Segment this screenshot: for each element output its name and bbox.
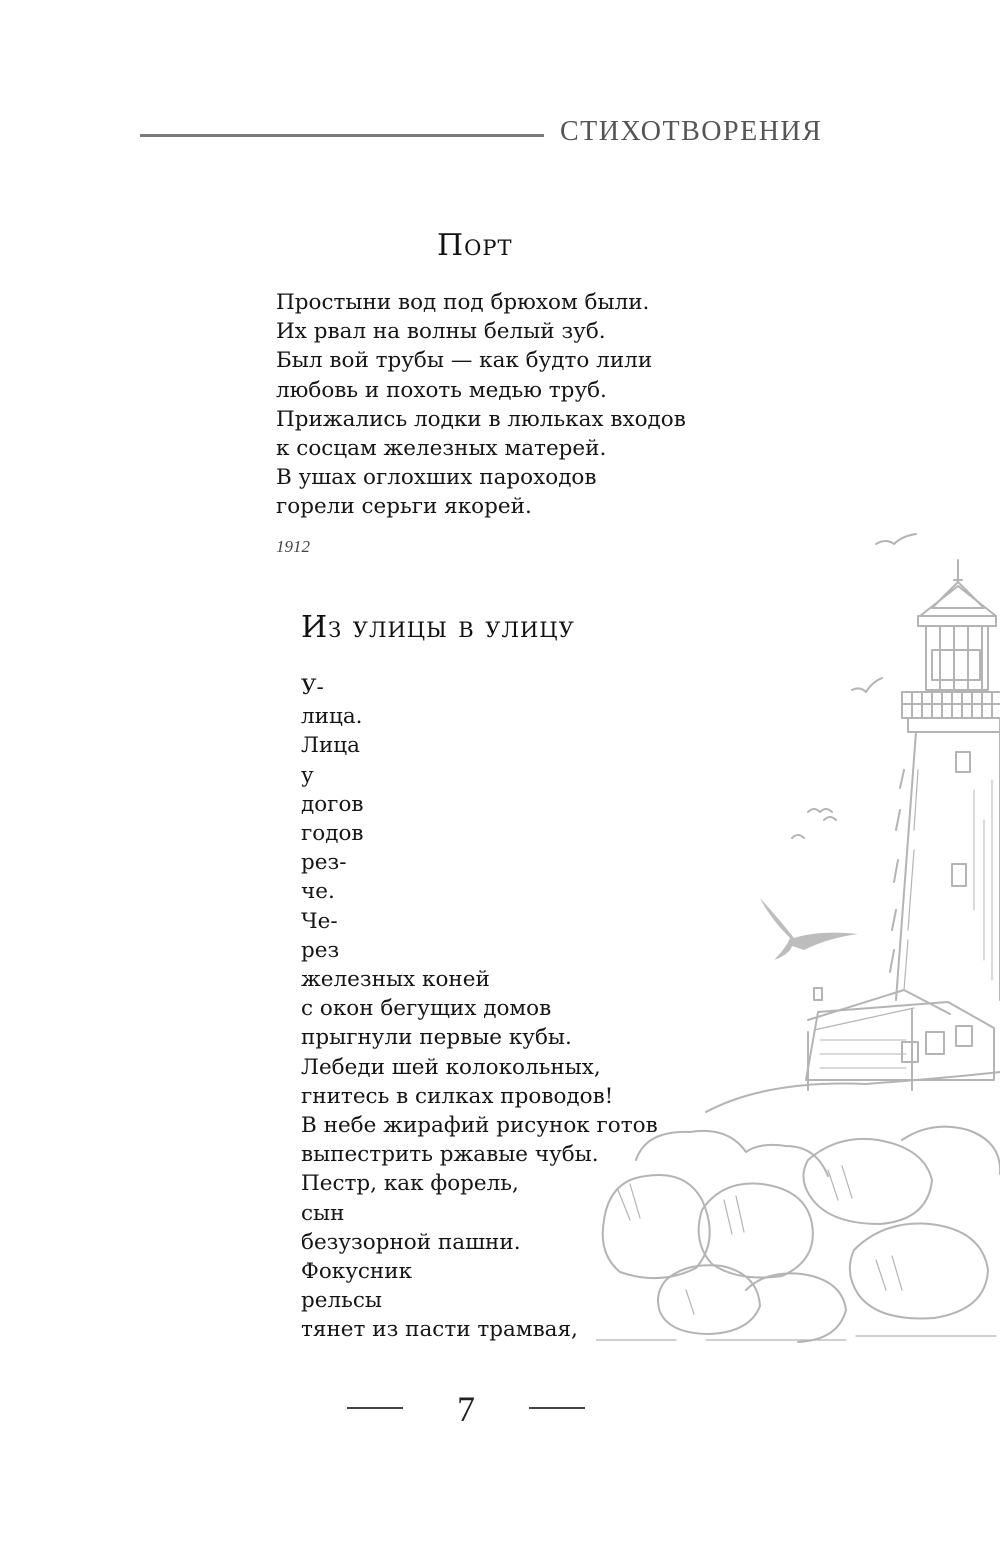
seagull-icon — [792, 835, 804, 838]
poem-line: Их рвал на волны белый зуб. — [276, 319, 606, 345]
footer-rule-right — [529, 1407, 585, 1409]
poem-line: лица. — [301, 704, 363, 730]
poem-line: Простыни вод под брюхом были. — [276, 290, 650, 315]
page-number: 7 — [457, 1389, 475, 1429]
poem-line: сын — [301, 1200, 345, 1226]
poem-line: рез — [301, 937, 340, 963]
footer-rule-left — [347, 1407, 403, 1409]
poem-line: выпестрить ржавые чубы. — [301, 1142, 599, 1168]
poem-line: Пестр, как форель, — [301, 1171, 519, 1197]
seagull-icon — [760, 898, 858, 960]
poem-line: Фокусник — [301, 1259, 413, 1285]
poem-line: Че- — [301, 908, 338, 934]
poem-line: Был вой трубы — как будто лили — [276, 348, 653, 374]
poem-line: рельсы — [301, 1288, 383, 1314]
running-head: СТИХОТВОРЕНИЯ — [560, 116, 823, 147]
poem-body-port — [276, 288, 686, 522]
poem-body-iz-ulitsy — [301, 673, 658, 1345]
poem-line: прыгнули первые кубы. — [301, 1025, 572, 1051]
seagull-icon — [876, 534, 916, 544]
seagull-icon — [852, 678, 882, 692]
seagull-icon — [808, 809, 832, 812]
poem-title-iz-ulitsy: Из улицы в улицу — [301, 610, 575, 645]
poem-line: любовь и похоть медью труб. — [276, 377, 607, 403]
poem-line: безузорной пашни. — [301, 1229, 521, 1255]
seagull-icon — [824, 817, 836, 820]
poem-line: В ушах оглохших пароходов — [276, 465, 597, 491]
poem-line: у — [301, 762, 314, 788]
running-head-rule — [140, 134, 544, 137]
poem-line: У- — [301, 675, 324, 700]
poem-line: тянет из пасти трамвая, — [301, 1317, 578, 1343]
poem-line: гнитесь в силках проводов! — [301, 1083, 614, 1109]
poem-line: В небе жирафий рисунок готов — [301, 1113, 658, 1139]
poem-line: че. — [301, 879, 335, 905]
poem-line: Лица — [301, 733, 360, 759]
poem-line: рез- — [301, 850, 347, 876]
poem-line: годов — [301, 821, 364, 847]
poem-title-port: Порт — [437, 228, 513, 263]
poem-date: 1912 — [276, 537, 310, 556]
poem-line: железных коней — [301, 967, 490, 993]
poem-line: Лебеди шей колокольных, — [301, 1054, 601, 1080]
poem-line: с окон бегущих домов — [301, 996, 552, 1022]
poem-line: догов — [301, 791, 364, 817]
poem-line: к сосцам железных матерей. — [276, 436, 607, 462]
poem-line: Прижались лодки в люльках входов — [276, 406, 686, 432]
poem-line: горели серьги якорей. — [276, 494, 532, 520]
